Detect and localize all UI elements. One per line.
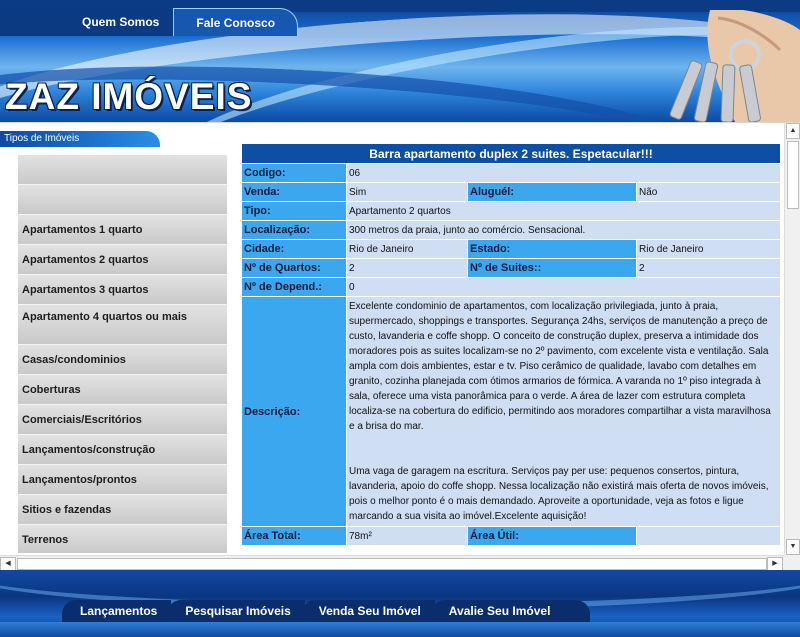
cidade-label: Cidade:: [242, 240, 346, 258]
suites-label: Nº de Suites::: [468, 259, 636, 277]
descricao-paragraph: Uma vaga de garagem na escritura. Serviços pay per use: pequenos consertos, pintura, lavanderia, apoio do coffe shopp. Nessa localização não existirá mais oferta de novos imóveis, pois o melhor ponto é o mais demandado. Aproveite a oportunidade, veja as fotos e ligue marcando a sua visita ao imóvel.Excelente aquisição!: [349, 466, 769, 522]
venda-value: Sim: [347, 183, 467, 201]
aluguel-label: Aluguél:: [468, 183, 636, 201]
table-row: [242, 221, 780, 239]
sidebar-item-sitios-fazendas[interactable]: Sitios e fazendas: [18, 495, 227, 525]
aluguel-value: Não: [637, 183, 780, 201]
table-row: [242, 259, 780, 277]
dependencias-value: 0: [347, 278, 780, 296]
descricao-value: [347, 297, 780, 526]
table-row: [242, 144, 780, 163]
nav-lancamentos[interactable]: Lançamentos: [62, 600, 171, 622]
top-nav: [0, 8, 290, 36]
table-row: [242, 183, 780, 201]
table-row: [242, 202, 780, 220]
sidebar-item-comerciais[interactable]: Comerciais/Escritórios: [18, 405, 227, 435]
horizontal-scrollbar[interactable]: [0, 555, 784, 571]
site-header: [0, 0, 800, 122]
area-total-value: 78m²: [347, 527, 467, 545]
nav-venda-seu-imovel[interactable]: Venda Seu Imóvel: [301, 600, 435, 622]
table-row: [242, 297, 780, 526]
dependencias-label: Nº de Depend.:: [242, 278, 346, 296]
sidebar-item-blank[interactable]: [18, 185, 227, 215]
content-frame: [0, 122, 800, 568]
sidebar-item-blank[interactable]: [18, 155, 227, 185]
keys-hand-image: [640, 10, 800, 122]
estado-label: Estado:: [468, 240, 636, 258]
scroll-up-icon[interactable]: ▲: [786, 123, 800, 139]
cidade-value: Rio de Janeiro: [347, 240, 467, 258]
nav-fale-conosco[interactable]: Fale Conosco: [173, 8, 298, 36]
scroll-left-icon[interactable]: ◀: [0, 557, 16, 571]
listing-title: Barra apartamento duplex 2 suites. Espetacular!!!: [242, 144, 780, 163]
codigo-value: 06: [347, 164, 780, 182]
vertical-scroll-thumb[interactable]: [787, 141, 799, 209]
localizacao-label: Localização:: [242, 221, 346, 239]
scroll-right-icon[interactable]: ▶: [767, 557, 783, 571]
table-row: [242, 278, 780, 296]
listing-panel: [241, 143, 781, 569]
table-row: [242, 527, 780, 545]
sidebar-item-apartamento-4-quartos[interactable]: Apartamento 4 quartos ou mais: [18, 305, 227, 345]
sidebar-item-apartamentos-2-quartos[interactable]: Apartamentos 2 quartos: [18, 245, 227, 275]
sidebar-title: Tipos de Imóveis: [0, 131, 160, 147]
sidebar-item-casas-condominios[interactable]: Casas/condominios: [18, 345, 227, 375]
sidebar-item-terrenos[interactable]: Terrenos: [18, 525, 227, 553]
quartos-value: 2: [347, 259, 467, 277]
descricao-paragraph: Excelente condominio de apartamentos, com localização privilegiada, junto à praia, supermercado, shoppings e transportes. Segurança 24hs, serviços de manutenção a preço de custo, lavanderia e coffe shopp. O conceito de construção duplex, preserva a intimidade dos moradores pois as suites localizam-se no 2º pavimento, com excelente vista e ventilação. Sala ampla com dois ambientes, estar e tv. Piso cerâmico de qualidade, lavabo com detalhes em granito, cozinha planejada com ótimos armarios de fórmica. A varanda no 1º piso integrada à sala, oferece uma vista panorâmica para o verde. A área de lazer com estrutura completa localiza-se na cobertura do edificio, permitindo aos moradores compartilhar a vista maravilhosa e a brisa do mar.: [349, 301, 771, 432]
localizacao-value: 300 metros da praia, junto ao comércio. Sensacional.: [347, 221, 780, 239]
sidebar: [0, 131, 227, 553]
descricao-label: Descrição:: [242, 297, 346, 526]
codigo-label: Codigo:: [242, 164, 346, 182]
area-util-label: Área Útil:: [468, 527, 636, 545]
sidebar-item-apartamentos-3-quartos[interactable]: Apartamentos 3 quartos: [18, 275, 227, 305]
footer-strip: [0, 622, 800, 637]
scroll-down-icon[interactable]: ▼: [786, 539, 800, 555]
site-logo: ZAZ IMÓVEIS: [5, 76, 253, 117]
sidebar-item-lancamentos-construcao[interactable]: Lançamentos/construção: [18, 435, 227, 465]
estado-value: Rio de Janeiro: [637, 240, 780, 258]
sidebar-menu: [18, 155, 227, 553]
scrollbar-corner: [784, 555, 800, 571]
tipo-label: Tipo:: [242, 202, 346, 220]
nav-avalie-seu-imovel[interactable]: Avalie Seu Imóvel: [431, 600, 591, 622]
vertical-scrollbar[interactable]: [784, 123, 800, 555]
area-total-label: Área Total:: [242, 527, 346, 545]
venda-label: Venda:: [242, 183, 346, 201]
table-row: [242, 164, 780, 182]
sidebar-item-coberturas[interactable]: Coberturas: [18, 375, 227, 405]
suites-value: 2: [637, 259, 780, 277]
horizontal-scroll-thumb[interactable]: [17, 558, 767, 570]
footer-nav: [62, 600, 586, 622]
sidebar-item-apartamentos-1-quarto[interactable]: Apartamentos 1 quarto: [18, 215, 227, 245]
site-footer: [0, 570, 800, 637]
listing-table: [241, 143, 781, 546]
sidebar-item-lancamentos-prontos[interactable]: Lançamentos/prontos: [18, 465, 227, 495]
tipo-value: Apartamento 2 quartos: [347, 202, 780, 220]
table-row: [242, 240, 780, 258]
nav-quem-somos[interactable]: Quem Somos: [0, 8, 181, 36]
nav-pesquisar-imoveis[interactable]: Pesquisar Imóveis: [167, 600, 304, 622]
area-util-value: [637, 527, 780, 545]
quartos-label: Nº de Quartos:: [242, 259, 346, 277]
